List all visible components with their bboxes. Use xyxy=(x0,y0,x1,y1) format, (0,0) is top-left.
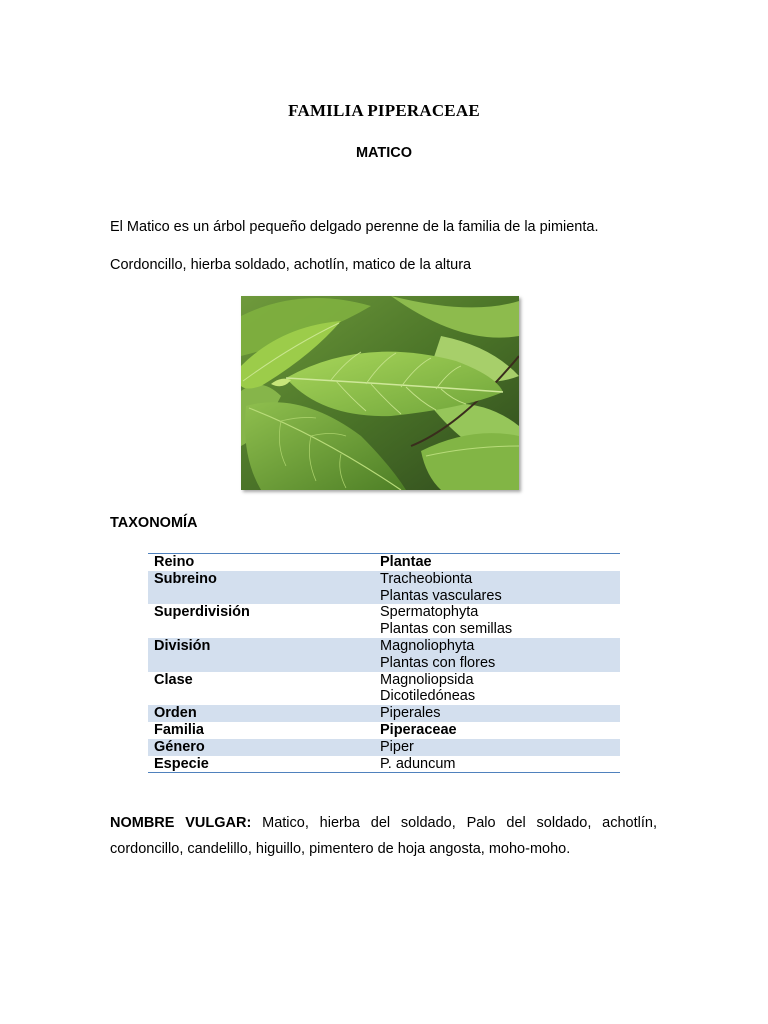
value-text: P. aduncum xyxy=(380,755,456,772)
taxonomy-heading: TAXONOMÍA xyxy=(110,515,198,531)
value-cell xyxy=(374,604,620,638)
value-text: Piper xyxy=(380,738,414,755)
value-cell xyxy=(374,705,620,722)
common-names-text: Matico, hierba del soldado, Palo del soldado, achotlín, cordoncillo, candelillo, higuillo, pimentero de hoja angosta, moho-moho. xyxy=(110,815,657,857)
value-text: Magnoliophyta xyxy=(380,637,475,654)
rank-cell: Familia xyxy=(154,721,204,738)
value-text: Magnoliopsida xyxy=(380,671,474,688)
table-row xyxy=(148,756,620,773)
rank-cell: Superdivisión xyxy=(154,604,250,621)
value-text: Tracheobionta xyxy=(380,570,473,587)
rank-cell: Subreino xyxy=(148,571,374,605)
rank-cell: Orden xyxy=(148,705,374,722)
document-title: FAMILIA PIPERACEAE xyxy=(288,101,480,120)
rank-cell: División xyxy=(148,638,374,672)
table-row xyxy=(148,739,620,756)
table-row xyxy=(148,722,620,739)
rank-cell: Clase xyxy=(154,671,193,688)
value-cell xyxy=(374,638,620,672)
value-text: Piperaceae xyxy=(380,721,457,738)
table-row xyxy=(148,638,620,672)
table-row xyxy=(148,705,620,722)
table-row xyxy=(148,672,620,706)
taxonomy-table xyxy=(148,553,620,773)
value-cell xyxy=(374,571,620,605)
value-text-secondary: Plantas vasculares xyxy=(380,587,502,604)
value-cell xyxy=(374,756,620,773)
rank-cell: Género xyxy=(148,739,374,756)
value-text: Piperales xyxy=(380,705,441,722)
synonyms-paragraph: Cordoncillo, hierba soldado, achotlín, matico de la altura xyxy=(110,257,472,273)
value-cell xyxy=(374,722,620,739)
value-text-secondary: Plantas con flores xyxy=(380,654,496,671)
value-cell xyxy=(374,672,620,706)
value-cell xyxy=(374,739,620,756)
table-row xyxy=(148,604,620,638)
table-row xyxy=(148,571,620,605)
intro-paragraph: El Matico es un árbol pequeño delgado perenne de la familia de la pimienta. xyxy=(110,219,599,235)
table-row xyxy=(148,554,620,571)
common-names-paragraph xyxy=(110,810,657,862)
matico-leaves-photo xyxy=(241,296,519,490)
value-text: Plantae xyxy=(380,554,432,570)
value-text-secondary: Dicotiledóneas xyxy=(380,688,476,705)
value-text: Spermatophyta xyxy=(380,604,479,621)
rank-cell: Reino xyxy=(148,554,374,571)
document-subtitle: MATICO xyxy=(355,145,413,161)
value-cell xyxy=(374,554,620,571)
rank-cell: Especie xyxy=(148,756,374,773)
value-text-secondary: Plantas con semillas xyxy=(380,621,513,638)
common-names-label: NOMBRE VULGAR: xyxy=(110,815,252,831)
